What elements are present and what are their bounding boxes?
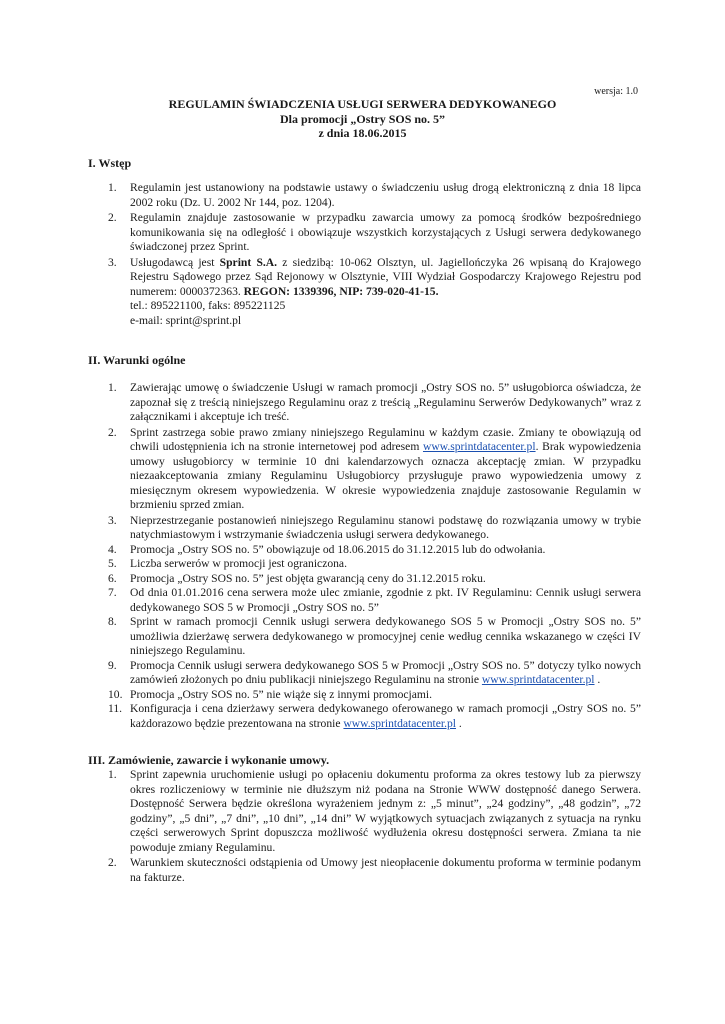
- sprintdatacenter-link[interactable]: www.sprintdatacenter.pl: [481, 673, 595, 686]
- item-number: 2.: [108, 856, 117, 869]
- sprintdatacenter-link[interactable]: www.sprintdatacenter.pl: [422, 440, 536, 453]
- item-number: 3.: [108, 513, 117, 527]
- title-line-2: Dla promocji „Ostry SOS no. 5”: [279, 111, 446, 126]
- contact-email: e-mail: sprint@sprint.pl: [130, 313, 242, 327]
- item-number: 1.: [108, 181, 117, 194]
- item-text: Sprint w ramach promocji Cennik usługi serwera dedykowanego SOS 5 w Promocji „Ostry SOS no. 5” umożliwia dzierżawę serwera dedykowanego w promocyjnej cenie według cennika wskazanego w części IV niniejszego Regulaminu.: [130, 615, 641, 657]
- item-text: Od dnia 01.01.2016 cena serwera może ulec zmianie, zgodnie z pkt. IV Regulaminu: Cennik usługi serwera dedykowanego SOS 5 w Promocji „Ostry SOS no. 5”: [130, 586, 641, 614]
- item-number: 3.: [108, 255, 117, 269]
- section-2-list: [88, 381, 641, 731]
- item-text: Regulamin znajduje zastosowanie w przypadku zawarcia umowy za pomocą środków bezpośredniego komunikowania się na odległość i obowiązuje wszystkich korzystających z Usługi serwera dedykowanego świadczonej przez Sprint.: [130, 211, 641, 253]
- document-title: [0, 97, 725, 141]
- item-text-mid: z siedzibą: 10-062 Olsztyn, ul. Jagiellończyka 26 wpisaną do Krajowego Rejestru Sądowego przez Sąd Rejonowy w Olsztynie, VIII Wydział Gospodarczy Krajowego Rejestru pod numerem: 0000372363.: [130, 255, 641, 298]
- item-number: 8.: [108, 615, 117, 628]
- list-item: [88, 181, 641, 210]
- company-name: Sprint S.A.: [219, 255, 278, 269]
- list-item: [88, 543, 641, 558]
- item-number: 1.: [108, 768, 117, 781]
- title-line-1: REGULAMIN ŚWIADCZENIA USŁUGI SERWERA DEDYKOWANEGO: [168, 97, 557, 111]
- list-item: [88, 856, 641, 885]
- list-item: [88, 211, 641, 255]
- item-text-pre: Sprint zastrzega sobie prawo zmiany niniejszego Regulaminu w każdym czasie. Zmiany te obowiązują od chwili udostępnienia ich na stronie internetowej pod adresem: [130, 425, 641, 453]
- item-text: Promocja „Ostry SOS no. 5” jest objęta gwarancją ceny do 31.12.2015 roku.: [130, 571, 486, 585]
- item-text-pre: Konfiguracja i cena dzierżawy serwera dedykowanego oferowanego w ramach promocji „Ostry SOS no. 5” każdorazowo będzie prezentowana na stronie: [130, 702, 641, 730]
- item-text: Liczba serwerów w promocji jest ograniczona.: [130, 557, 347, 570]
- item-text-post: .: [594, 673, 601, 686]
- list-item: [88, 586, 641, 615]
- section-2-heading: II. Warunki ogólne: [88, 353, 186, 367]
- list-item: [88, 615, 641, 659]
- item-text: Promocja „Ostry SOS no. 5” nie wiąże się z innymi promocjami.: [130, 687, 433, 701]
- item-text: Warunkiem skuteczności odstąpienia od Umowy jest nieopłacenie dokumentu proforma w terminie podanym na fakturze.: [130, 856, 641, 884]
- item-number: 11.: [108, 702, 123, 715]
- item-text: Regulamin jest ustanowiony na podstawie ustawy o świadczeniu usług drogą elektroniczną z dnia 18 lipca 2002 roku (Dz. U. 2002 Nr 144, poz. 1204).: [130, 181, 641, 209]
- item-text: Nieprzestrzeganie postanowień niniejszego Regulaminu stanowi podstawę do rozwiązania umowy w trybie natychmiastowym i wstrzymanie świadczenia usługi serwera dedykowanego.: [130, 513, 641, 541]
- item-text: Zawierając umowę o świadczenie Usługi w ramach promocji „Ostry SOS no. 5” usługobiorca oświadcza, że zapoznał się z treścią niniejszego Regulaminu oraz z treścią „Regulaminu Serwerów Dedykowanych” wraz z załącznikami i akceptuje ich treść.: [130, 381, 641, 423]
- item-number: 2.: [108, 211, 117, 224]
- list-item: [88, 572, 641, 587]
- item-text: Promocja „Ostry SOS no. 5” obowiązuje od 18.06.2015 do 31.12.2015 lub do odwołania.: [130, 542, 546, 556]
- contact-phone: tel.: 895221100, faks: 895221125: [130, 299, 286, 312]
- sprintdatacenter-link[interactable]: www.sprintdatacenter.pl: [343, 716, 456, 730]
- item-number: 9.: [108, 658, 117, 672]
- item-number: 6.: [108, 571, 117, 585]
- section-3-list: [88, 768, 641, 885]
- list-item: [88, 702, 641, 731]
- item-text-pre: Usługodawcą jest: [130, 255, 220, 269]
- version-label: wersja: 1.0: [594, 86, 638, 97]
- item-number: 7.: [108, 586, 117, 599]
- list-item: [88, 381, 641, 425]
- item-number: 10.: [108, 687, 123, 701]
- item-text-post: . Brak wypowiedzenia umowy usługobiorcy w terminie 10 dni kalendarzowych oznacza akceptację zmian. W przypadku niezaakceptowania zmiany Regulaminu Usługobiorcy przysługuje prawo wypowiedzenia umowy z miesięcznym okresem wypowiedzenia. W okresie wypowiedzenia znajduje zastosowanie Regulamin w brzmieniu sprzed zmian.: [130, 440, 641, 511]
- list-item: [88, 688, 641, 703]
- item-text: Sprint zapewnia uruchomienie usługi po opłaceniu dokumentu proforma za okres testowy lub za pierwszy okres rozliczeniowy w terminie nie dłuższym niż podana na Stronie WWW dostępność danego Serwera. Dostępność Serwera będzie określona wyrażeniem jednym z: „5 minut”, „24 godziny”, „48 godzin”, „72 godziny”, „5 dni”, „7 dni”, „10 dni”, „14 dni” W wyjątkowych sytuacjach związanych z sytuacja na rynku części serwerowych Sprint dopuszcza możliwość wydłużenia okresu dostępności serwera. Zmiana ta nie powoduje zmiany Regulaminu.: [130, 768, 641, 854]
- item-text-pre: Promocja Cennik usługi serwera dedykowanego SOS 5 w Promocji „Ostry SOS no. 5” dotyczy tylko nowych zamówień złożonych po dniu publikacji niniejszego Regulaminu na stronie: [130, 658, 641, 686]
- item-number: 5.: [108, 557, 117, 570]
- list-item: [88, 557, 641, 572]
- regon-nip: REGON: 1339396, NIP: 739-020-41-15.: [243, 284, 439, 298]
- item-text-post: .: [456, 716, 462, 730]
- list-item: [88, 256, 641, 329]
- section-1-heading: I. Wstęp: [88, 156, 132, 170]
- list-item: [88, 659, 641, 688]
- title-line-3: z dnia 18.06.2015: [318, 126, 407, 140]
- list-item: [88, 514, 641, 543]
- item-number: 2.: [108, 425, 117, 439]
- list-item: [88, 426, 641, 513]
- section-1-list: [88, 181, 641, 328]
- item-number: 4.: [108, 542, 117, 556]
- section-3-heading: III. Zamówienie, zawarcie i wykonanie umowy.: [88, 753, 330, 767]
- item-number: 1.: [108, 381, 117, 394]
- list-item: [88, 768, 641, 855]
